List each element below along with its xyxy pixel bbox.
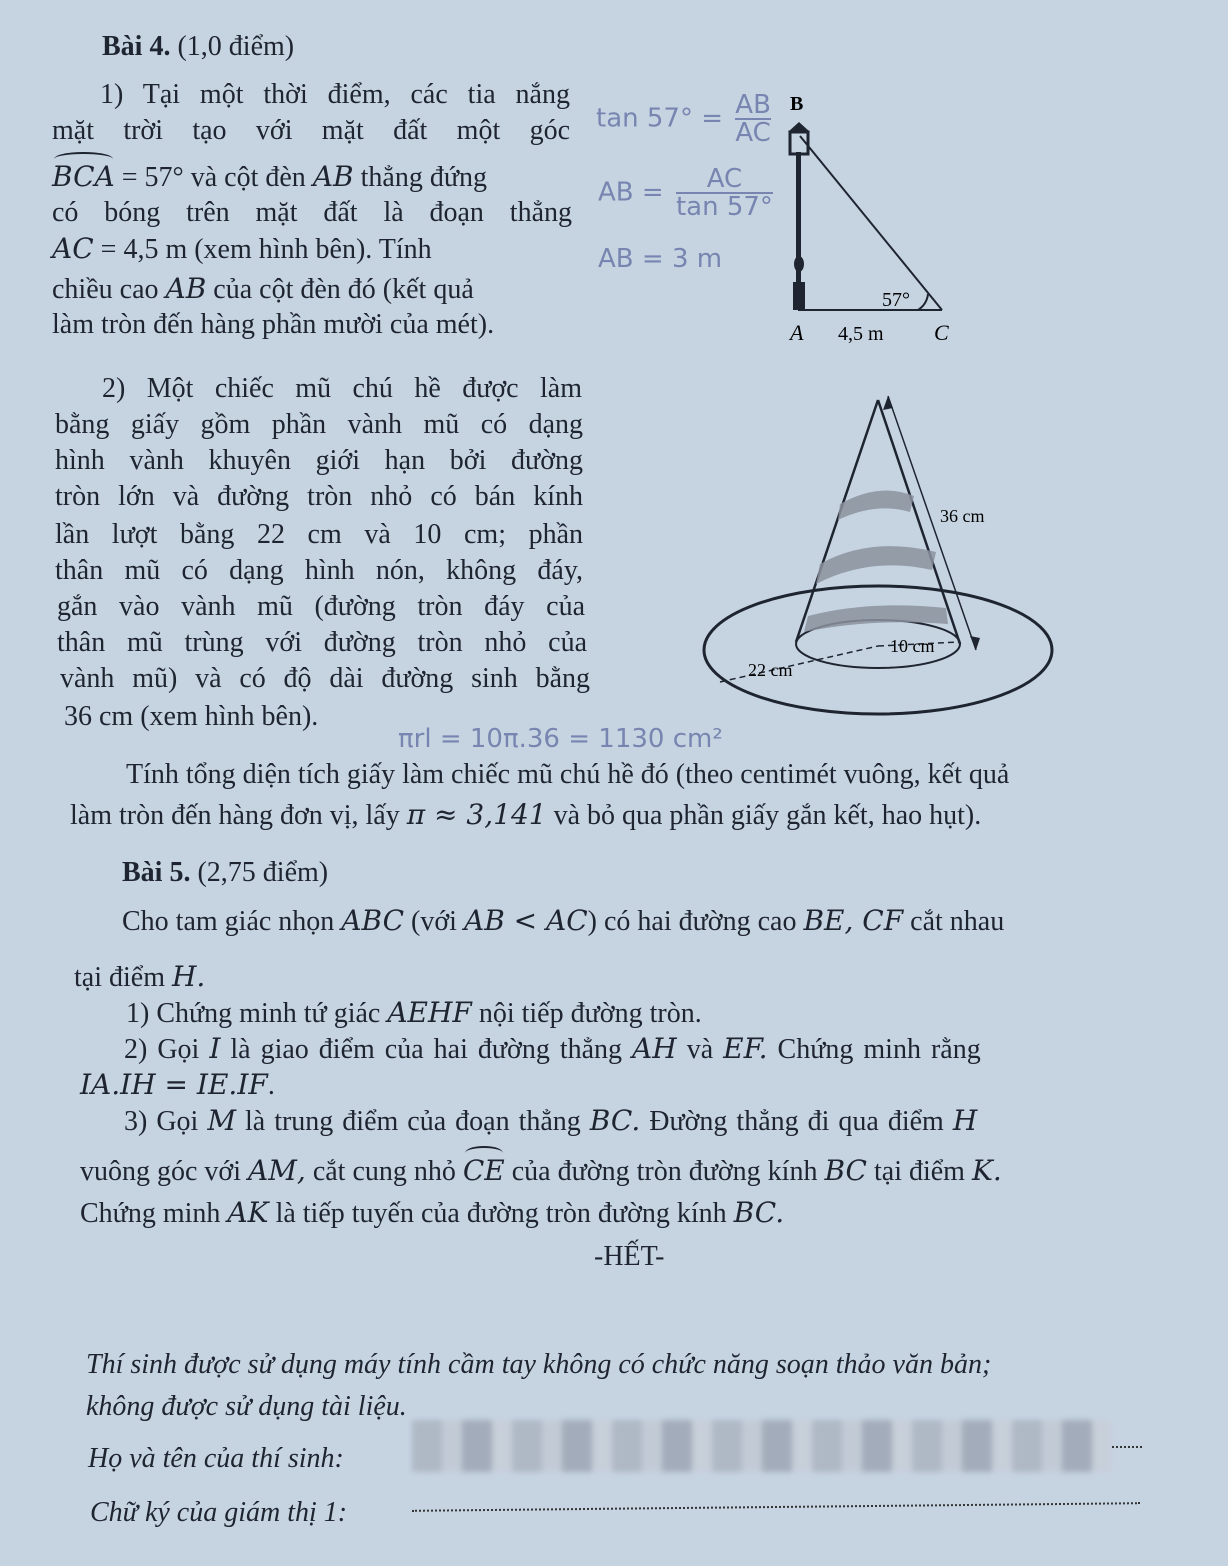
label-base: 4,5 m [838,323,884,345]
q2-ask-line-2: làm tròn đến hàng đơn vị, lấy π ≈ 3,141 và bỏ qua phần giấy gắn kết, hao hụt). [70,798,982,831]
label-r-big: 22 cm [748,660,793,680]
figure-lamp-triangle [770,86,970,356]
cone-left-edge [796,400,878,642]
bai5-part-3-line-1: 3) Gọi M là trung điểm của đoạn thẳng BC. Đường thẳng đi qua điểm H [124,1104,978,1137]
footer-note-1: Thí sinh được sử dụng máy tính cầm tay không có chức năng soạn thảo văn bản; [86,1349,992,1380]
handwriting-4: πrl = 10π.36 = 1130 cm² [398,724,723,754]
q2-line-7: gắn vào vành mũ (đường tròn đáy của [57,591,585,622]
hat-brim-outer [704,586,1052,714]
q1-line-1: 1) Tại một thời điểm, các tia nắng [100,79,570,110]
q1-line-7: làm tròn đến hàng phần mười của mét). [52,309,495,340]
bai5-part-3-line-3: Chứng minh AK là tiếp tuyến của đường tròn đường kính BC. [80,1196,785,1229]
handwriting-1: tan 57° = $\frac{AB}{AC}$ [596,90,771,148]
bai5-intro-line-1: Cho tam giác nhọn ABC (với AB < AC) có hai đường cao BE, CF cắt nhau [122,904,1005,937]
end-marker: -HẾT- [594,1241,665,1272]
footer-note-2: không được sử dụng tài liệu. [86,1391,407,1422]
bai5-part-2-line-2: IA.IH = IE.IF. [80,1068,275,1101]
handwriting-2: AB = $\frac{AC}{\tan 57^\circ}$ [598,164,773,222]
label-b: B [790,93,804,115]
arc-ce: CE [462,1154,505,1187]
q1-line-4: có bóng trên mặt đất là đoạn thẳng [52,197,572,228]
q2-ask-line-1: Tính tổng diện tích giấy làm chiếc mũ chú hề đó (theo centimét vuông, kết quả [126,759,1010,790]
name-dotted-line [1112,1446,1142,1448]
angle-bca: BCA [52,160,115,193]
candidate-name-label: Họ và tên của thí sinh: [88,1443,344,1474]
bai4-title: Bài 4. [102,31,171,62]
label-slant: 36 cm [940,506,985,526]
q1-line-6: chiều cao AB của cột đèn đó (kết quả [52,272,474,305]
bai5-part-2-line-1: 2) Gọi I là giao điểm của hai đường thẳng AH và EF. Chứng minh rằng [124,1032,981,1065]
bai5-points: (2,75 điểm) [197,857,329,888]
q2-line-8: thân mũ trùng với đường tròn nhỏ của [57,627,587,658]
bai5-intro-line-2: tại điểm H. [74,960,206,993]
sun-ray-line [800,136,942,310]
bai5-title: Bài 5. [122,857,191,888]
bai5-part-1: 1) Chứng minh tứ giác AEHF nội tiếp đường tròn. [126,996,702,1029]
sign-dotted-line [412,1502,1140,1512]
bai5-part-3-line-2: vuông góc với AM, cắt cung nhỏ CE của đường tròn đường kính BC tại điểm K. [80,1154,1002,1187]
q2-line-9: vành mũ) và có độ dài đường sinh bằng [60,663,590,694]
bai4-points: (1,0 điểm) [177,31,295,62]
label-r-small: 10 cm [890,636,935,656]
figure-clown-hat [700,386,1060,726]
label-a: A [790,320,804,345]
label-angle: 57° [882,289,910,311]
q2-line-3: hình vành khuyên giới hạn bởi đường [55,445,583,476]
angle-arc [918,294,928,310]
q2-line-10: 36 cm (xem hình bên). [64,701,319,732]
bai5-heading [122,856,328,890]
handwriting-3: AB = 3 m [598,244,723,274]
bai4-heading [102,30,294,64]
q2-line-2: bằng giấy gồm phần vành mũ có dạng [55,409,583,440]
q2-line-4: tròn lớn và đường tròn nhỏ có bán kính [55,481,583,512]
q1-line-3: BCA = 57° và cột đèn AB thẳng đứng [52,160,487,193]
label-c: C [934,320,949,345]
invigilator-sign-label: Chữ ký của giám thị 1: [90,1497,348,1528]
q2-line-5: lần lượt bằng 22 cm và 10 cm; phần [55,519,583,550]
q2-line-1: 2) Một chiếc mũ chú hề được làm [102,373,582,404]
q1-line-5: AC = 4,5 m (xem hình bên). Tính [52,232,432,265]
q1-line-2: mặt trời tạo với mặt đất một góc [52,115,570,146]
candidate-name-redacted [412,1420,1112,1472]
q2-line-6: thân mũ có dạng hình nón, không đáy, [55,555,583,586]
